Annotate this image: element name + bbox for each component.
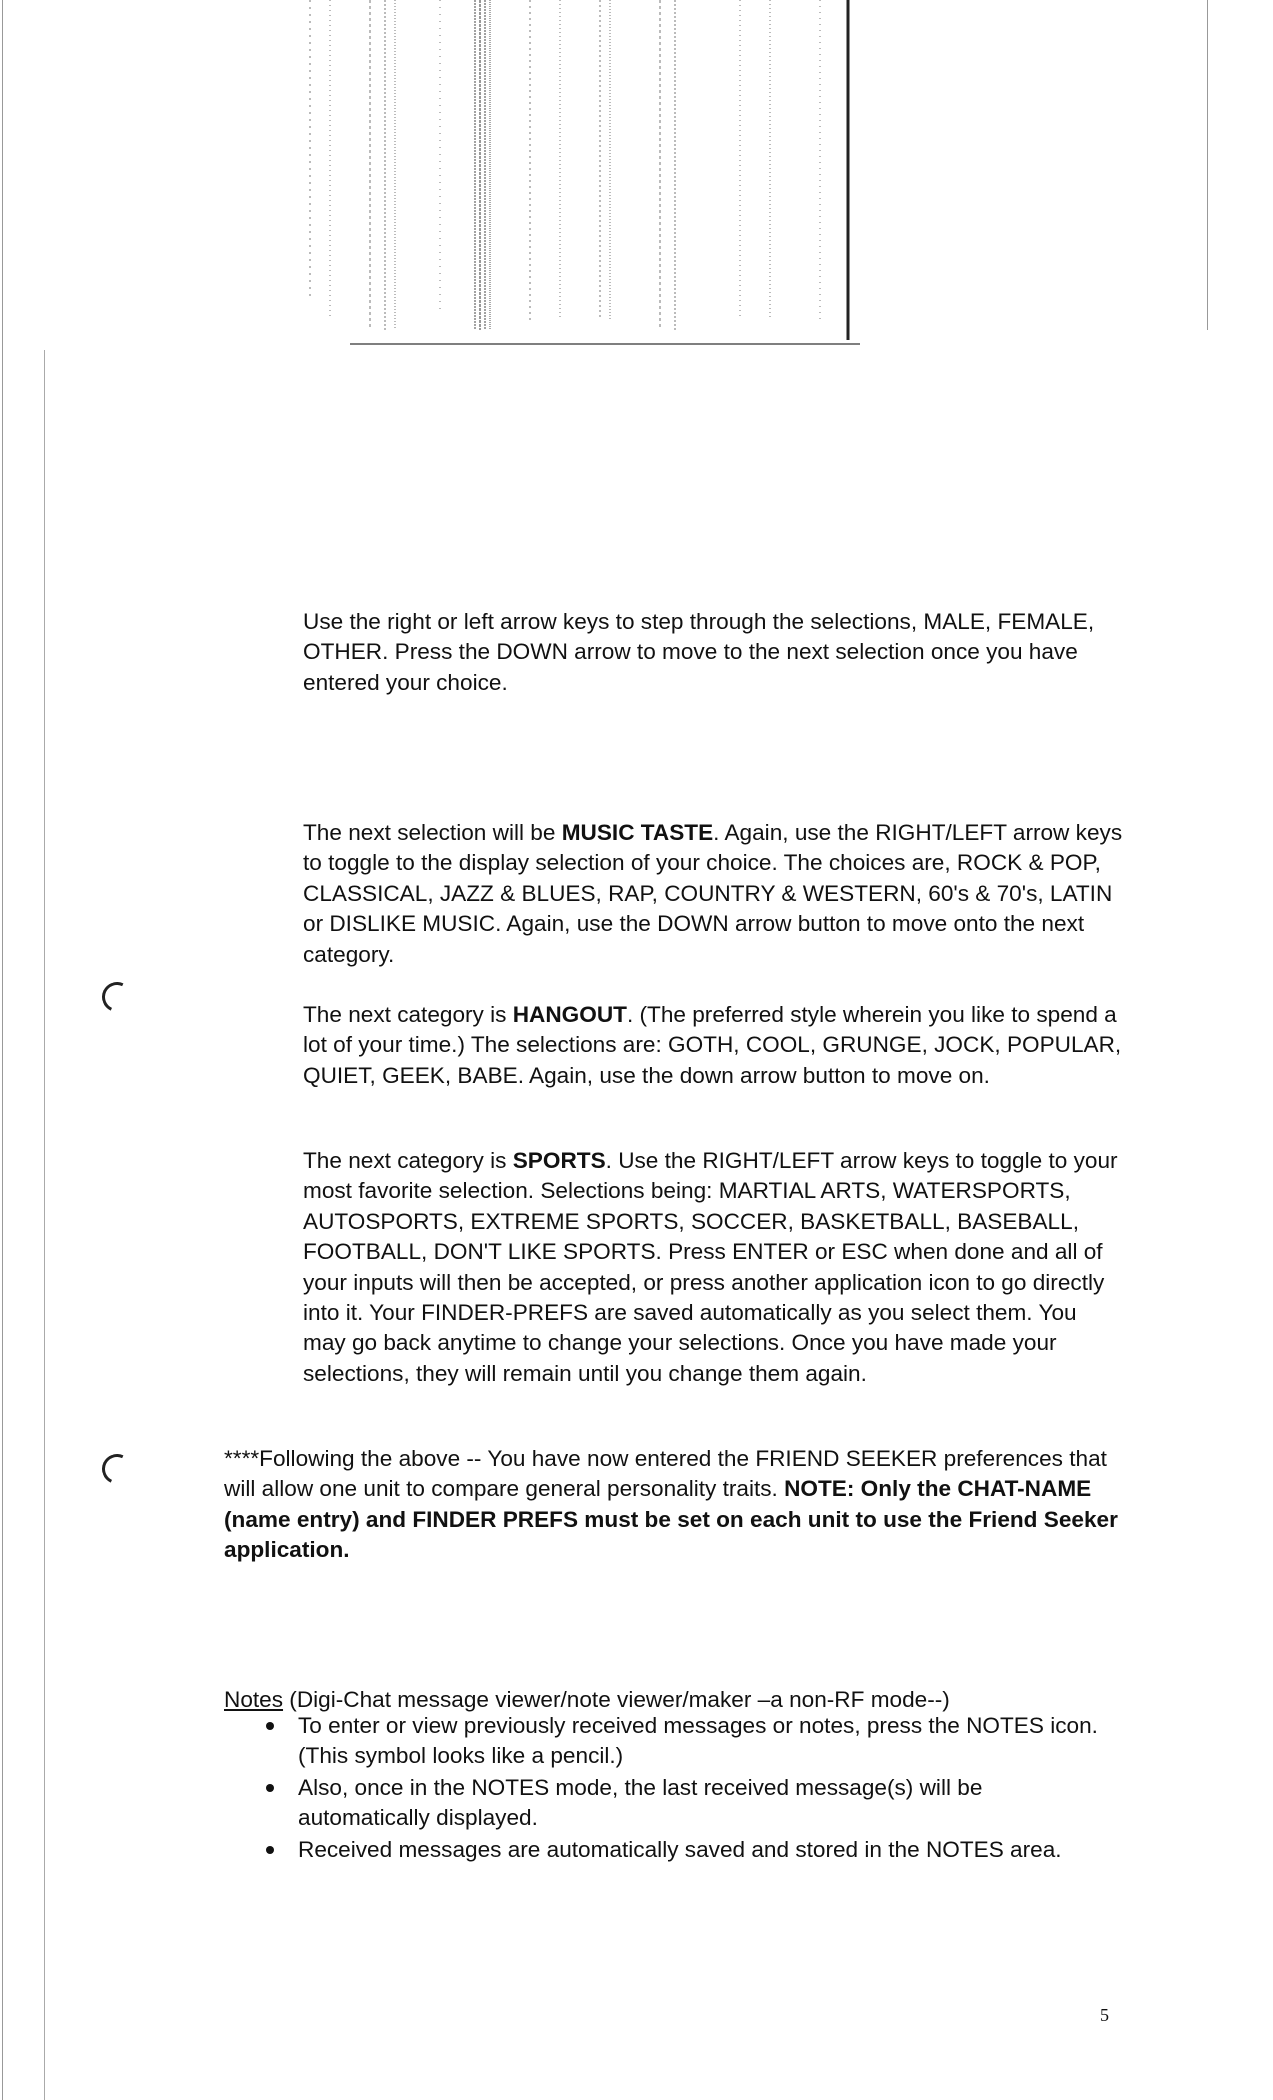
- notes-bullet-list: [258, 1711, 1118, 1866]
- scan-edge-left: [2, 0, 3, 2100]
- scan-edge-right: [1207, 0, 1208, 330]
- notes-title: Notes: [224, 1687, 284, 1712]
- notes-subtitle: (Digi-Chat message viewer/note viewer/maker –a non-RF mode--): [283, 1687, 950, 1712]
- paragraph-text: The next category is: [303, 1002, 513, 1027]
- paragraph-text: . Use the RIGHT/LEFT arrow keys to toggle to your most favorite selection. Selections being: MARTIAL ARTS, WATERSPORTS, AUTOSPORTS, EXTREME SPORTS, SOCCER, BASKETBALL, BASEBALL, FOOTBALL, DON'T LIKE SPORTS. Press ENTER or ESC when done and all of your inputs will then be accepted, or press another application icon to go directly into it. Your FINDER-PREFS are saved automatically as you select them. You may go back anytime to change your selections. Once you have made your selections, they will remain until you change them again.: [303, 1148, 1118, 1386]
- note-emphasis: NOTE: Only the CHAT-NAME (name entry) and FINDER PREFS must be set on each unit to use the Friend Seeker application.: [224, 1476, 1118, 1563]
- list-item: [258, 1773, 1118, 1834]
- paragraph-text: . (The preferred style wherein you like to spend a lot of your time.) The selections are: GOTH, COOL, GRUNGE, JOCK, POPULAR, QUIET, GEEK, BABE. Again, use the down arrow button to move on.: [303, 1002, 1122, 1088]
- bullet-icon: [266, 1784, 274, 1792]
- paragraph-text: The next selection will be: [303, 820, 562, 845]
- paragraph-gender-selection: [303, 607, 1123, 698]
- bullet-icon: [266, 1722, 274, 1730]
- list-item-text: Received messages are automatically saved and stored in the NOTES area.: [298, 1836, 1062, 1862]
- scan-artifact-band: [300, 0, 920, 345]
- page-number: 5: [1100, 2005, 1109, 2025]
- category-name: MUSIC TASTE: [561, 820, 714, 845]
- category-name: HANGOUT: [512, 1002, 627, 1027]
- paragraph-music-taste: [303, 818, 1123, 970]
- paragraph-text: ****Following the above -- You have now entered the FRIEND SEEKER preferences that will allow one unit to compare general personality traits.: [224, 1446, 1107, 1502]
- binder-hole-mark: [98, 1450, 136, 1488]
- paragraph-text: The next category is: [303, 1148, 513, 1173]
- list-item-text: Also, once in the NOTES mode, the last received message(s) will be automatically displayed.: [298, 1774, 983, 1831]
- list-item-text: To enter or view previously received messages or notes, press the NOTES icon. (This symbol looks like a pencil.): [298, 1713, 1098, 1769]
- list-item: [258, 1711, 1118, 1772]
- paragraph-text: Use the right or left arrow keys to step through the selections, MALE, FEMALE, OTHER. Press the DOWN arrow to move to the next selection once you have entered your choice.: [303, 609, 1095, 695]
- paragraph-hangout: [303, 1000, 1123, 1091]
- scan-edge-left-inner: [44, 350, 45, 2100]
- category-name: SPORTS: [512, 1148, 606, 1173]
- paragraph-friend-seeker-note: [224, 1444, 1124, 1566]
- paragraph-text: . Again, use the RIGHT/LEFT arrow keys to toggle to the display selection of your choice. The choices are, ROCK & POP, CLASSICAL, JAZZ & BLUES, RAP, COUNTRY & WESTERN, 60's & 70's, LATIN or DISLIKE MUSIC. Again, use the DOWN arrow button to move onto the next category.: [303, 820, 1123, 967]
- paragraph-sports: [303, 1146, 1118, 1389]
- list-item: [258, 1835, 1118, 1865]
- binder-hole-mark: [98, 978, 136, 1016]
- bullet-icon: [266, 1846, 274, 1854]
